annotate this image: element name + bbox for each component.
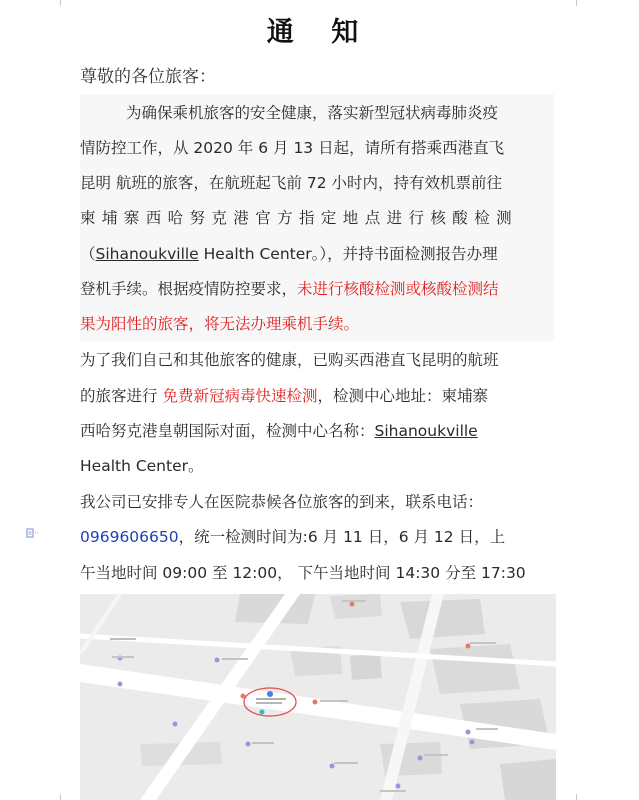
crop-mark [60,0,61,6]
greeting: 尊敬的各位旅客： [80,67,216,87]
paren-open: （ [80,245,96,263]
paragraph1-line2: 情防控工作，从 2020 年 6 月 13 日起，请所有搭乘西港直飞 [80,139,505,157]
paragraph3-line2-rest: ，统一检测时间为:6 月 11 日，6 月 12 日，上 [178,528,506,546]
paragraph2-line1: 为了我们自己和其他旅客的健康，已购买西港直飞昆明的航班 [80,351,499,369]
warning-text: 未进行核酸检测或核酸检测结 [297,280,499,298]
phone-number[interactable]: 0969606650 [80,528,179,546]
paragraph2-line2-a: 的旅客进行 [80,387,163,405]
paragraph3-line3: 午当地时间 09:00 至 12:00， 下午当地时间 14:30 分至 17:30 [80,564,526,582]
free-test-highlight: 免费新冠病毒快速检测 [162,387,318,405]
location-map [80,594,556,800]
paragraph2-line3 [80,419,554,441]
paragraph2-line2 [80,384,554,406]
warning-text-continued: 果为阳性的旅客，将无法办理乘机手续。 [80,315,360,333]
paragraph2-line2-b: ，检测中心地址：柬埔寨 [317,387,488,405]
crop-mark [60,794,61,800]
document-comment-icon[interactable] [26,528,40,541]
health-center-name: Sihanoukville [374,422,478,440]
paragraph3-line2 [80,525,554,547]
paragraph1-line3: 昆明 航班的旅客，在航班起飞前 72 小时内，持有效机票前往 [80,174,503,192]
paragraph2-line4: Health Center。 [80,457,204,475]
paragraph3-line1: 我公司已安排专人在医院恭候各位旅客的到来，联系电话： [80,493,484,511]
paragraph1-line4: 柬埔寨西哈努克港官方指定地点进行核酸检测 [80,209,519,227]
paragraph1-line5 [80,242,554,264]
crop-mark [576,0,577,6]
paragraph2-line3-a: 西哈努克港皇朝国际对面，检测中心名称： [80,422,375,440]
page-title: 通 知 [266,17,373,48]
paragraph1-line1: 为确保乘机旅客的安全健康，落实新型冠状病毒肺炎疫 [126,104,499,122]
health-center-link: Sihanoukville [95,245,199,263]
crop-mark [576,794,577,800]
paragraph1-line6-normal: 登机手续。根据疫情防控要求， [80,280,298,298]
paragraph1-line6 [80,277,554,299]
paragraph1-line5-rest: Health Center。），并持书面检测报告办理 [198,245,498,263]
